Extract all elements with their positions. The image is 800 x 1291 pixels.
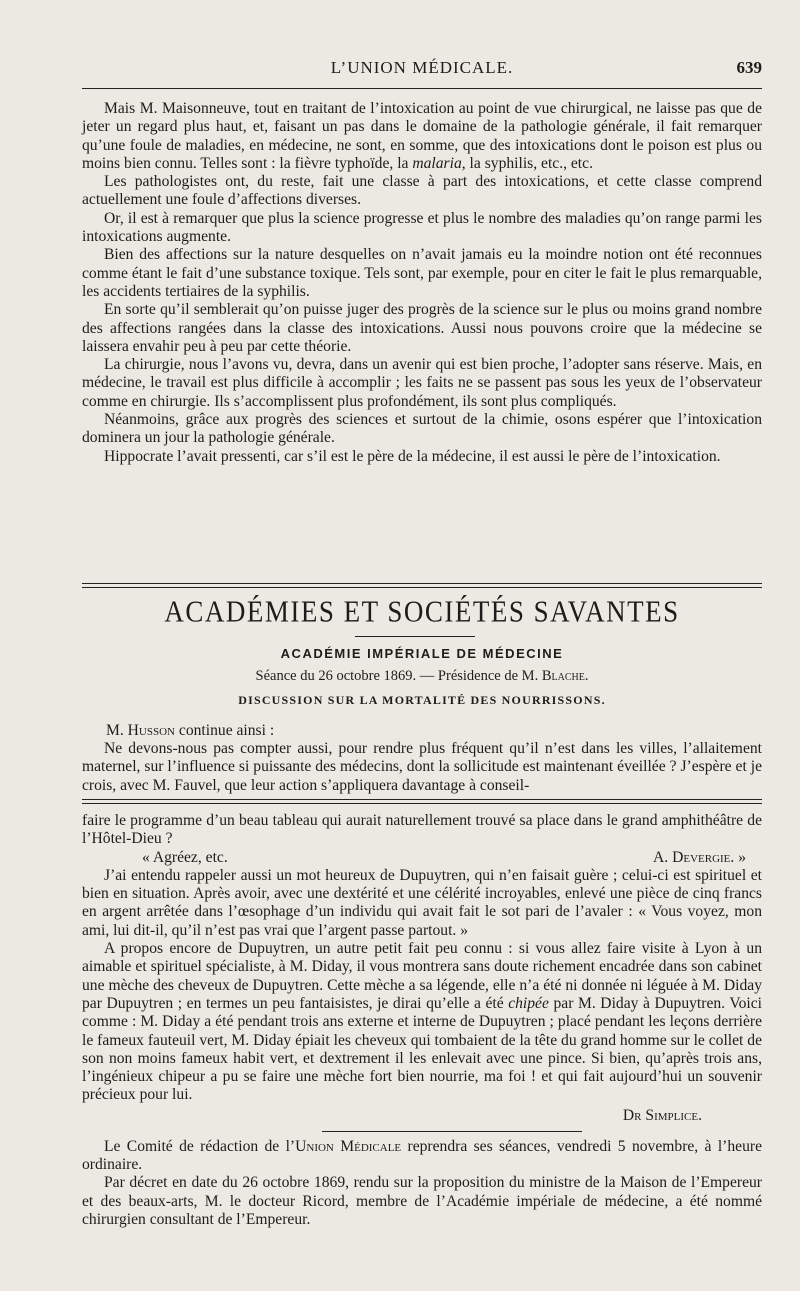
text-run: Le Comité de rédaction de l’ <box>104 1137 296 1155</box>
paragraph: Bien des affections sur la nature desquelles on n’avait jamais eu la moindre notion ont été reconnues comme étant le fait d’une substance toxique. Tels sont, par exemple, pour en citer le fait le plus remarquable, les accidents tertiaires de la syphilis. <box>82 246 762 300</box>
italic-word: chipée <box>508 994 549 1012</box>
italic-word: malaria <box>412 154 462 172</box>
article-continuation <box>82 100 762 466</box>
text-run: reprendra ses séances, vendredi 5 novembre, à l’heure ordinaire. <box>82 1137 762 1174</box>
seance-president: Blache <box>541 668 585 684</box>
speaker-suffix: continue ainsi : <box>175 722 275 739</box>
title-rule <box>355 636 475 637</box>
signature-end: . » <box>730 848 746 866</box>
paragraph: En sorte qu’il semblerait qu’on puisse juger des progrès de la science sur le plus ou moins grand nombre des affections rangées dans la classe des intoxications. Aussi nous pouvons croire que la médecine se laissera envahir peu à peu par cette théorie. <box>82 301 762 355</box>
notice <box>82 1138 762 1175</box>
seance-end: . <box>584 668 589 684</box>
signature-initial: A. <box>653 848 673 866</box>
discussion-heading: DISCUSSION SUR LA MORTALITÉ DES NOURRISSONS. <box>238 693 606 707</box>
signature-line <box>82 1105 762 1127</box>
column-divider <box>82 799 762 804</box>
seance-text: Séance du 26 octobre 1869. — Présidence de M. <box>255 668 542 684</box>
feuilleton <box>82 812 762 1229</box>
signature-name: Devergie <box>672 848 731 866</box>
paragraph: La chirurgie, nous l’avons vu, devra, dans un avenir qui est bien proche, l’adopter sans réserve. Mais, en médecine, le travail est plus difficile à accomplir ; les faits ne se passent pas sous les yeux de l’observateur comme en chirurgie. Ils s’accomplissent plus profondément, ils sont plus compliqués. <box>82 356 762 410</box>
closing-line <box>82 849 762 867</box>
paragraph: Néanmoins, grâce aux progrès des sciences et surtout de la chimie, osons espérer que l’intoxication dominera un jour la pathologie générale. <box>82 411 762 447</box>
seance-line <box>82 668 762 685</box>
journal-name: Union Médicale <box>295 1137 402 1155</box>
signature-end: . <box>698 1106 702 1124</box>
academy-heading: ACADÉMIE IMPÉRIALE DE MÉDECINE <box>280 646 564 661</box>
running-head <box>82 58 762 84</box>
speech <box>82 740 762 795</box>
speaker-line <box>106 722 274 740</box>
speaker-name: Husson <box>127 722 176 739</box>
text-run: par M. Diday à Dupuytren. Voici comme : M. Diday a été pendant trois ans externe et interne de Dupuytren ; placé pendant les leçons derrière le fameux fauteuil vert, M. Diday épiait les cheveux qui tombaient de la tête du grand homme sur le collet de son non moins fameux habit vert, et dextrement il les enlevait avec une pince. Si bien, qu’après trois ans, l’ingénieux chipeur a pu se faire une mèche fort bien nourrie, ma foi ! et qui fait aujourd’hui un souvenir précieux pour lui. <box>82 994 762 1104</box>
page-number: 639 <box>736 58 762 77</box>
paragraph: J’ai entendu rappeler aussi un mot heureux de Dupuytren, qui n’en faisait guère ; celui-ci est spirituel et bien en situation. Après avoir, avec une dextérité et une célérité incroyables, enlevé une pièce de cinq francs en argent arrêtée dans l’œsophage d’un individu qui avait fait le sot pari de l’avaler : « Vous voyez, mon ami, lui dit-il, qu’il n’est pas vrai que l’argent passe partout. » <box>82 866 762 939</box>
paragraph: Mais M. Maisonneuve, tout en traitant de l’intoxication au point de vue chirurgical, ne laisse pas que de jeter un regard plus haut, et, faisant un pas dans le domaine de la pathologie générale, il fait remarquer qu’une foule de maladies, en médecine, ne sont, en somme, que des intoxications dont le poison est plus ou moins bien connu. Telles sont : la fièvre typhoïde, la malaria, la syphilis, etc., etc. <box>82 100 762 172</box>
paragraph: Les pathologistes ont, du reste, fait une classe à part des intoxications, et cette classe comprend actuellement une foule d’affections diverses. <box>82 173 762 209</box>
paragraph: faire le programme d’un beau tableau qui aurait naturellement trouvé sa place dans le grand amphithéâtre de l’Hôtel-Dieu ? <box>82 812 762 848</box>
signature-devergie <box>653 849 746 867</box>
signature-simplice <box>623 1107 702 1125</box>
closing-quote: « Agréez, etc. <box>142 848 228 866</box>
speaker-prefix: M. <box>106 722 128 739</box>
paragraph: Hippocrate l’avait pressenti, car s’il est le père de la médecine, il est aussi le père de l’intoxication. <box>104 447 721 465</box>
notice-rule <box>322 1131 582 1132</box>
paragraph <box>82 940 762 1105</box>
notice: Par décret en date du 26 octobre 1869, rendu sur la proposition du ministre de la Maison de l’Empereur et des beaux-arts, M. le docteur Ricord, membre de l’Académie impériale de médecine, a été nommé chirurgien consultant de l’Empereur. <box>82 1174 762 1228</box>
paragraph: Or, il est à remarquer que plus la science progresse et plus le nombre des maladies qu’on range parmi les intoxications augmente. <box>82 209 762 246</box>
signature-title: Dr <box>622 1106 646 1124</box>
signature-name: Simplice <box>645 1106 699 1124</box>
text-run: A propos encore de Dupuytren, un autre petit fait peu connu : si vous allez faire visite à Lyon à un aimable et spirituel spécialiste, à M. Diday, il vous montrera sans doute richement encadrée dans son cabinet une mèche des cheveux de Dupuytren. Cette mèche a sa légende, elle n’a été ni donnée ni léguée à M. Diday par Dupuytren ; en termes un peu fantaisistes, je dirai qu’elle a été <box>82 940 762 1012</box>
section-title: ACADÉMIES ET SOCIÉTÉS SAVANTES <box>164 593 680 629</box>
paragraph: Ne devons-nous pas compter aussi, pour rendre plus fréquent qu’il n’est dans les villes, l’allaitement maternel, sur l’influence si puissante des médecins, dont la sollicitude est maintenant éveillée ? J’espère et je crois, avec M. Fauvel, que leur action s’appliquera davantage à conseil- <box>82 740 762 794</box>
header-rule <box>82 88 762 89</box>
running-title: L’UNION MÉDICALE. <box>330 58 514 77</box>
section-divider <box>82 583 762 588</box>
